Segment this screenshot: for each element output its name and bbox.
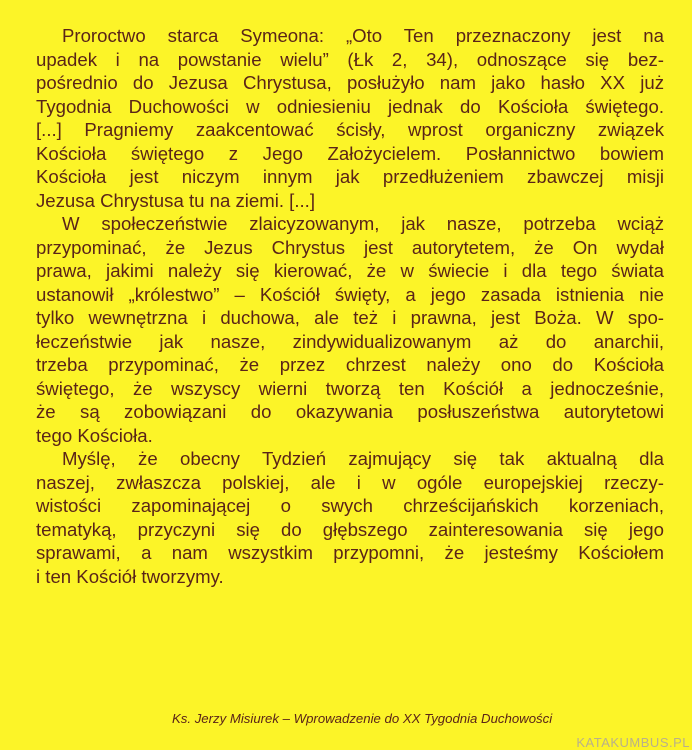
text-line: W społeczeństwie zlaicyzowanym, jak nasze, potrzeba wciąż <box>62 213 664 234</box>
text-line: łeczeństwie jak nasze, zindywidualizowanym aż do anarchii, <box>36 330 664 352</box>
paragraph-1 <box>36 24 664 212</box>
attribution: Ks. Jerzy Misiurek – Wprowadzenie do XX Tygodnia Duchowości <box>172 711 553 726</box>
text-line: Proroctwo starca Symeona: „Oto Ten przeznaczony jest na <box>62 25 664 46</box>
text-line: przypominać, że Jezus Chrystus jest autorytetem, że On wydał <box>36 236 664 258</box>
paragraph-2 <box>36 212 664 447</box>
paragraph-3 <box>36 447 664 588</box>
text-line: wistości zapominającej o swych chrześcijańskich korzeniach, <box>36 495 664 516</box>
text-line: trzeba przypominać, że przez chrzest należy ono do Kościoła <box>36 354 664 375</box>
watermark: KATAKUMBUS.PL <box>576 735 690 750</box>
text-line: Myślę, że obecny Tydzień zajmujący się tak aktualną dla <box>62 448 664 469</box>
text-line: pośrednio do Jezusa Chrystusa, posłużyło nam jako hasło XX już <box>36 72 664 93</box>
text-line: upadek i na powstanie wielu” (Łk 2, 34), odnoszące się bez- <box>36 48 664 70</box>
text-line: świętego, że wszyscy wierni tworzą ten Kościół a jednocześnie, <box>36 377 664 399</box>
text-line: Kościoła jest niczym innym jak przedłużeniem zbawczej misji <box>36 166 664 187</box>
text-line: tematyką, przyczyni się do głębszego zainteresowania się jego <box>36 518 664 540</box>
text-line: tylko wewnętrzna i duchowa, ale też i prawna, jest Boża. W spo- <box>36 307 664 328</box>
text-line: tego Kościoła. <box>36 424 153 446</box>
text-line: prawa, jakimi należy się kierować, że w świecie i dla tego świata <box>36 260 664 281</box>
text-line: naszej, zwłaszcza polskiej, ale i w ogóle europejskiej rzeczy- <box>36 471 664 493</box>
body-text <box>36 24 664 588</box>
text-line: i ten Kościół tworzymy. <box>36 565 224 587</box>
text-line: sprawami, a nam wszystkim przypomni, że jesteśmy Kościołem <box>36 542 664 563</box>
text-line: Jezusa Chrystusa tu na ziemi. [...] <box>36 189 316 211</box>
text-line: że są zobowiązani do okazywania posłuszeństwa autorytetowi <box>36 401 664 422</box>
text-line: Kościoła świętego z Jego Założycielem. Posłannictwo bowiem <box>36 142 664 164</box>
text-line: [...] Pragniemy zaakcentować ścisły, wprost organiczny związek <box>36 119 664 140</box>
text-line: Tygodnia Duchowości w odniesieniu jednak do Kościoła świętego. <box>36 95 664 117</box>
text-line: ustanowił „królestwo” – Kościół święty, a jego zasada istnienia nie <box>36 283 664 305</box>
